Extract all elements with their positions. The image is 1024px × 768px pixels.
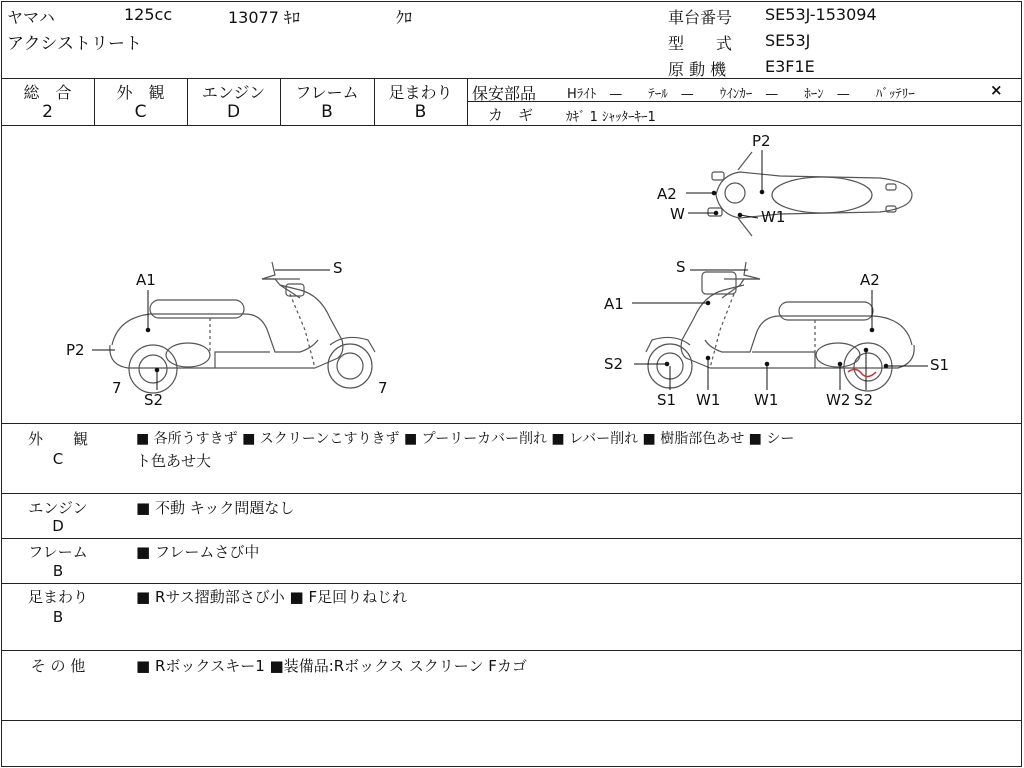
comment-divider-4 (1, 650, 1022, 651)
label-a1-right: A1 (604, 295, 624, 313)
engine-grade-label: エンジン (201, 83, 266, 102)
engine-label: 原 動 機 (668, 60, 727, 79)
label-p2-top: P2 (752, 132, 771, 150)
grade-sep-5 (467, 78, 468, 125)
frame-grade: B (321, 102, 333, 122)
overall-label: 総 合 (23, 83, 72, 102)
label-a1-left: A1 (136, 271, 156, 289)
exterior-label: 外 観 (116, 83, 165, 102)
label-s-left: S (333, 259, 343, 277)
comment-divider-1 (1, 493, 1022, 494)
comment-engine-text: ■ 不動 キック問題なし (136, 499, 295, 517)
label-s2-front: S2 (604, 355, 624, 373)
scratch-mark (848, 369, 876, 376)
comment-frame-label: フレーム (28, 543, 88, 561)
suspension-grade-label: 足まわり (388, 83, 453, 102)
overall-grade: 2 (42, 102, 53, 122)
comment-other-label: そ の 他 (30, 657, 86, 675)
comment-divider-3 (1, 583, 1022, 584)
label-w1-front: W1 (696, 391, 721, 409)
key-value: ｶｷﾞ 1 ｼｬｯﾀｰｷｰ1 (566, 110, 656, 125)
frame-no: SE53J-153094 (765, 5, 877, 24)
label-s1-rear: S1 (930, 356, 950, 374)
label-p2-left: P2 (66, 341, 85, 359)
comment-frame-grade: B (52, 562, 64, 580)
frame-no-label: 車台番号 (668, 8, 733, 27)
comment-suspension-grade: B (52, 608, 64, 626)
diagram-bottom (1, 423, 1022, 424)
suspension-grade: B (414, 102, 427, 122)
maker: ヤマハ (7, 8, 55, 27)
comment-frame-text: ■ フレームさび中 (136, 543, 260, 561)
comment-exterior-grade: C (52, 450, 64, 468)
label-w1-top: W1 (761, 208, 786, 226)
exterior-grade: C (134, 102, 147, 122)
safety-items: Hﾗｲﾄ — ﾃｰﾙ — ｳｲﾝｶｰ — ﾎｰﾝ — ﾊﾞｯﾃﾘｰ (567, 87, 915, 102)
comment-engine-grade: D (52, 517, 64, 535)
label-s2-left: S2 (144, 391, 164, 409)
comment-other-text: ■ Rボックスキー1 ■装備品:Rボックス スクリーン Fカゴ (136, 657, 527, 675)
grade-table-top (1, 78, 1022, 79)
label-7-rear: 7 (112, 379, 122, 397)
type-label: 型 式 (668, 34, 733, 53)
label-s1-front: S1 (657, 391, 677, 409)
label-s2-rear: S2 (854, 391, 874, 409)
comment-suspension-text: ■ Rサス摺動部さび小 ■ F足回りねじれ (136, 588, 408, 606)
damage-diagram (0, 126, 1022, 423)
label-w-top: W (670, 205, 685, 223)
label-s-right: S (676, 258, 686, 276)
safety-label: 保安部品 (472, 84, 537, 103)
label-7-front: 7 (378, 379, 388, 397)
comment-exterior-label: 外 観 (27, 430, 88, 448)
model-name: アクシストリート (7, 34, 142, 54)
engine-value: E3F1E (765, 57, 815, 76)
label-a2-right: A2 (860, 271, 880, 289)
color: ｸﾛ (396, 8, 413, 27)
label-w1-center: W1 (754, 391, 779, 409)
mileage: 13077 ｷﾛ (228, 8, 300, 27)
label-w2-rear: W2 (826, 391, 851, 409)
leader-lines (92, 150, 928, 390)
comment-suspension-label: 足まわり (27, 588, 88, 606)
frame-grade-label: フレーム (295, 83, 359, 102)
key-label: カ ギ (488, 106, 534, 124)
comment-divider-5 (1, 720, 1022, 721)
comment-exterior-line1: ■ 各所うすきず ■ スクリーンこすりきず ■ プーリーカバー削れ ■ レバー削れ ■ 樹脂部色あせ ■ シー (136, 431, 795, 447)
comment-engine-label: エンジン (28, 499, 88, 517)
type-value: SE53J (765, 31, 811, 50)
scooter-top-view (708, 152, 912, 236)
battery-missing-mark: × (990, 81, 1003, 99)
comment-exterior-line2: ト色あせ大 (136, 452, 212, 470)
engine-grade: D (226, 102, 241, 122)
displacement: 125cc (124, 5, 173, 24)
label-a2-top: A2 (657, 185, 677, 203)
comment-divider-2 (1, 538, 1022, 539)
